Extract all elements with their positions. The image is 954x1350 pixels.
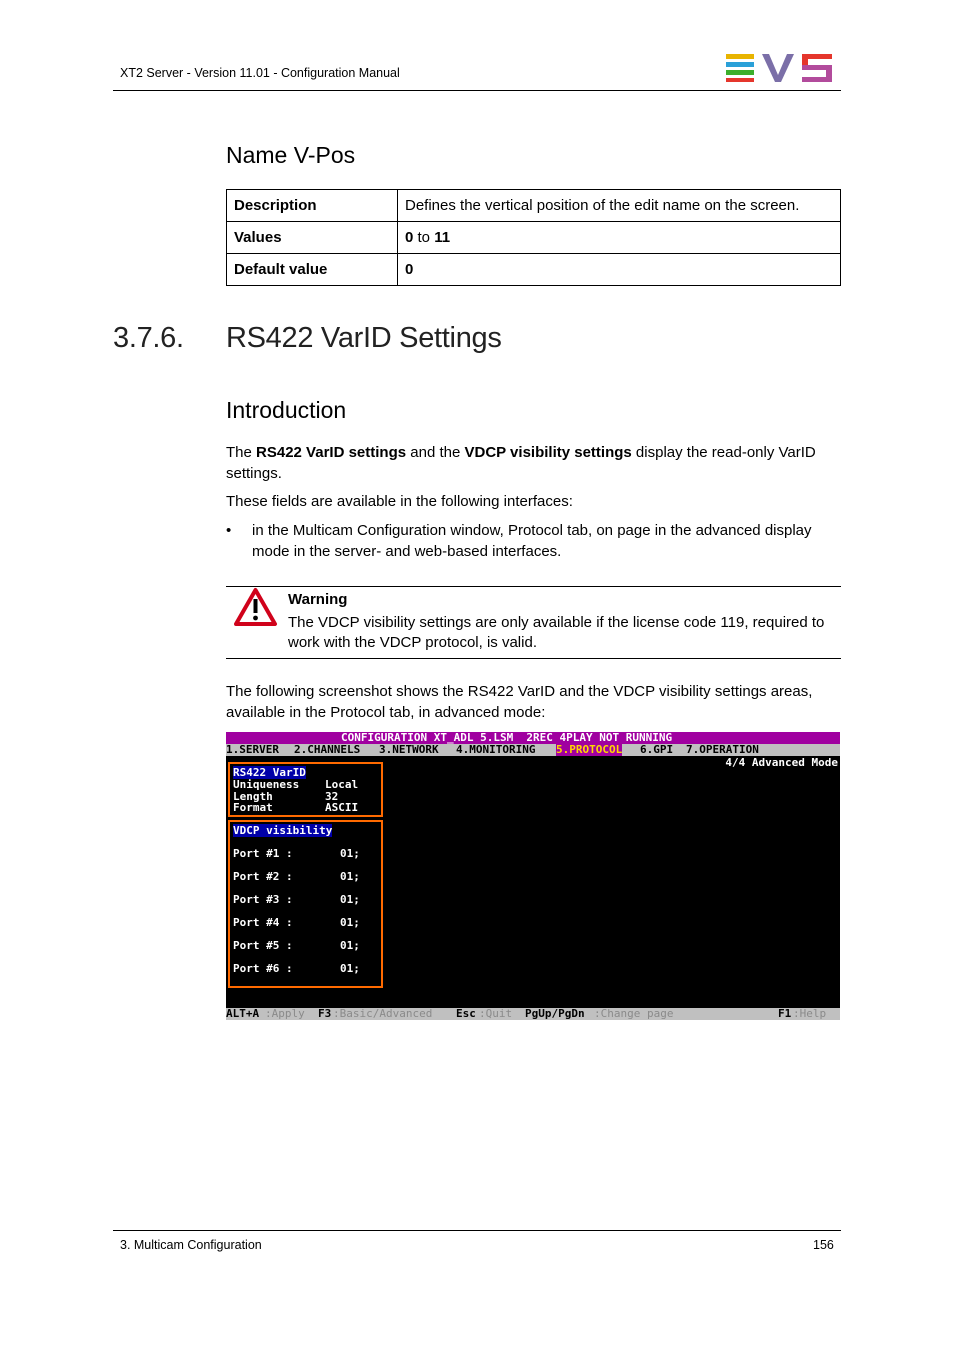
terminal-shortcut-bar [226, 1008, 840, 1020]
chapter-heading [113, 322, 502, 355]
vdcp-port-value: 01; [340, 916, 360, 929]
vdcp-port-label: Port #2 : [233, 870, 293, 883]
vdcp-port-value: 01; [340, 893, 360, 906]
table-value: 0 [398, 254, 841, 286]
tab-operation[interactable]: 7.OPERATION [686, 743, 759, 756]
vdcp-port-label: Port #6 : [233, 962, 293, 975]
shortcut-desc: :Help [793, 1007, 827, 1020]
intro-paragraph-2: These fields are available in the following interfaces: [226, 493, 573, 510]
value-max: 11 [434, 229, 451, 246]
shortcut-key[interactable]: Esc [456, 1007, 476, 1020]
varid-value: Local [325, 778, 359, 791]
footer-chapter: 3. Multicam Configuration [120, 1238, 262, 1252]
shortcut-key[interactable]: PgUp/PgDn [525, 1007, 585, 1020]
shortcut-desc: :Basic/Advanced [333, 1007, 433, 1020]
section-title-introduction: Introduction [226, 397, 347, 423]
table-row [227, 254, 841, 286]
varid-label: Format [233, 801, 273, 814]
page-number: 156 [813, 1238, 834, 1252]
page-mode-indicator: 4/4 Advanced Mode [725, 756, 838, 769]
tab-protocol[interactable]: 5.PROTOCOL [556, 743, 623, 756]
terminal-tab-bar [226, 744, 840, 756]
vdcp-port-label: Port #4 : [233, 916, 293, 929]
warning-icon [233, 587, 278, 627]
footer-rule [113, 1230, 841, 1231]
text: display the read-only VarID settings. [226, 444, 816, 482]
terminal-title: CONFIGURATION XT_ADL 5.LSM 2REC 4PLAY NOT RUNNING [341, 732, 673, 744]
bold-term: RS422 VarID settings [256, 444, 407, 461]
value-to: to [413, 229, 435, 246]
table-key: Description [227, 190, 398, 222]
section-title-name-vpos: Name V-Pos [226, 142, 356, 168]
intro-paragraph-1 [226, 442, 844, 484]
shortcut-desc: :Apply [265, 1007, 305, 1020]
list-item-text: in the Multicam Configuration window, Protocol tab, on page in the advanced display mode in the server- and web-based interfaces. [252, 522, 812, 560]
table-value [398, 222, 841, 254]
vdcp-port-value: 01; [340, 847, 360, 860]
header-rule [113, 90, 841, 91]
table-row [227, 222, 841, 254]
vdcp-port-label: Port #3 : [233, 893, 293, 906]
tab-gpi[interactable]: 6.GPI [640, 743, 674, 756]
table-value: Defines the vertical position of the edit name on the screen. [398, 190, 841, 222]
varid-label: Uniqueness [233, 778, 300, 791]
vdcp-port-label: Port #1 : [233, 847, 293, 860]
vdcp-header: VDCP visibility [233, 824, 333, 837]
bullet-marker: • [226, 522, 232, 539]
warning-bottom-rule [226, 658, 841, 659]
shortcut-desc: :Quit [479, 1007, 513, 1020]
vdcp-port-value: 01; [340, 939, 360, 952]
vdcp-port-value: 01; [340, 870, 360, 883]
warning-text: The VDCP visibility settings are only available if the license code 119, required to work with the VDCP protocol, is valid. [288, 614, 825, 651]
shortcut-key[interactable]: F1 [778, 1007, 792, 1020]
text: and the [406, 444, 465, 461]
vdcp-port-label: Port #5 : [233, 939, 293, 952]
vdcp-port-value: 01; [340, 962, 360, 975]
warning-title: Warning [288, 591, 348, 608]
table-row [227, 190, 841, 222]
varid-label: Length [233, 790, 273, 803]
value-min: 0 [405, 229, 414, 246]
chapter-number: 3.7.6. [113, 322, 184, 354]
text: The [226, 444, 257, 461]
table-key: Default value [227, 254, 398, 286]
tab-network[interactable]: 3.NETWORK [379, 743, 439, 756]
evs-logo [726, 54, 834, 82]
tab-monitoring[interactable]: 4.MONITORING [456, 743, 536, 756]
shortcut-key[interactable]: F3 [318, 1007, 332, 1020]
tab-server[interactable]: 1.SERVER [226, 743, 279, 756]
bold-term: VDCP visibility settings [464, 444, 632, 461]
protocol-tab-screenshot [226, 732, 840, 1020]
intro-paragraph-3: The following screenshot shows the RS422 VarID and the VDCP visibility settings areas, available in the Protocol tab, in advanced mode: [226, 683, 813, 721]
shortcut-desc: :Change page [594, 1007, 674, 1020]
varid-value: ASCII [325, 801, 359, 814]
running-header: XT2 Server - Version 11.01 - Configuration Manual [120, 66, 400, 80]
shortcut-key[interactable]: ALT+A [226, 1007, 260, 1020]
table-key: Values [227, 222, 398, 254]
warning-top-rule [226, 586, 841, 587]
varid-header: RS422 VarID [233, 766, 306, 779]
tab-channels[interactable]: 2.CHANNELS [294, 743, 361, 756]
chapter-title: RS422 VarID Settings [226, 322, 502, 354]
name-vpos-table [226, 189, 841, 286]
varid-value: 32 [325, 790, 339, 803]
